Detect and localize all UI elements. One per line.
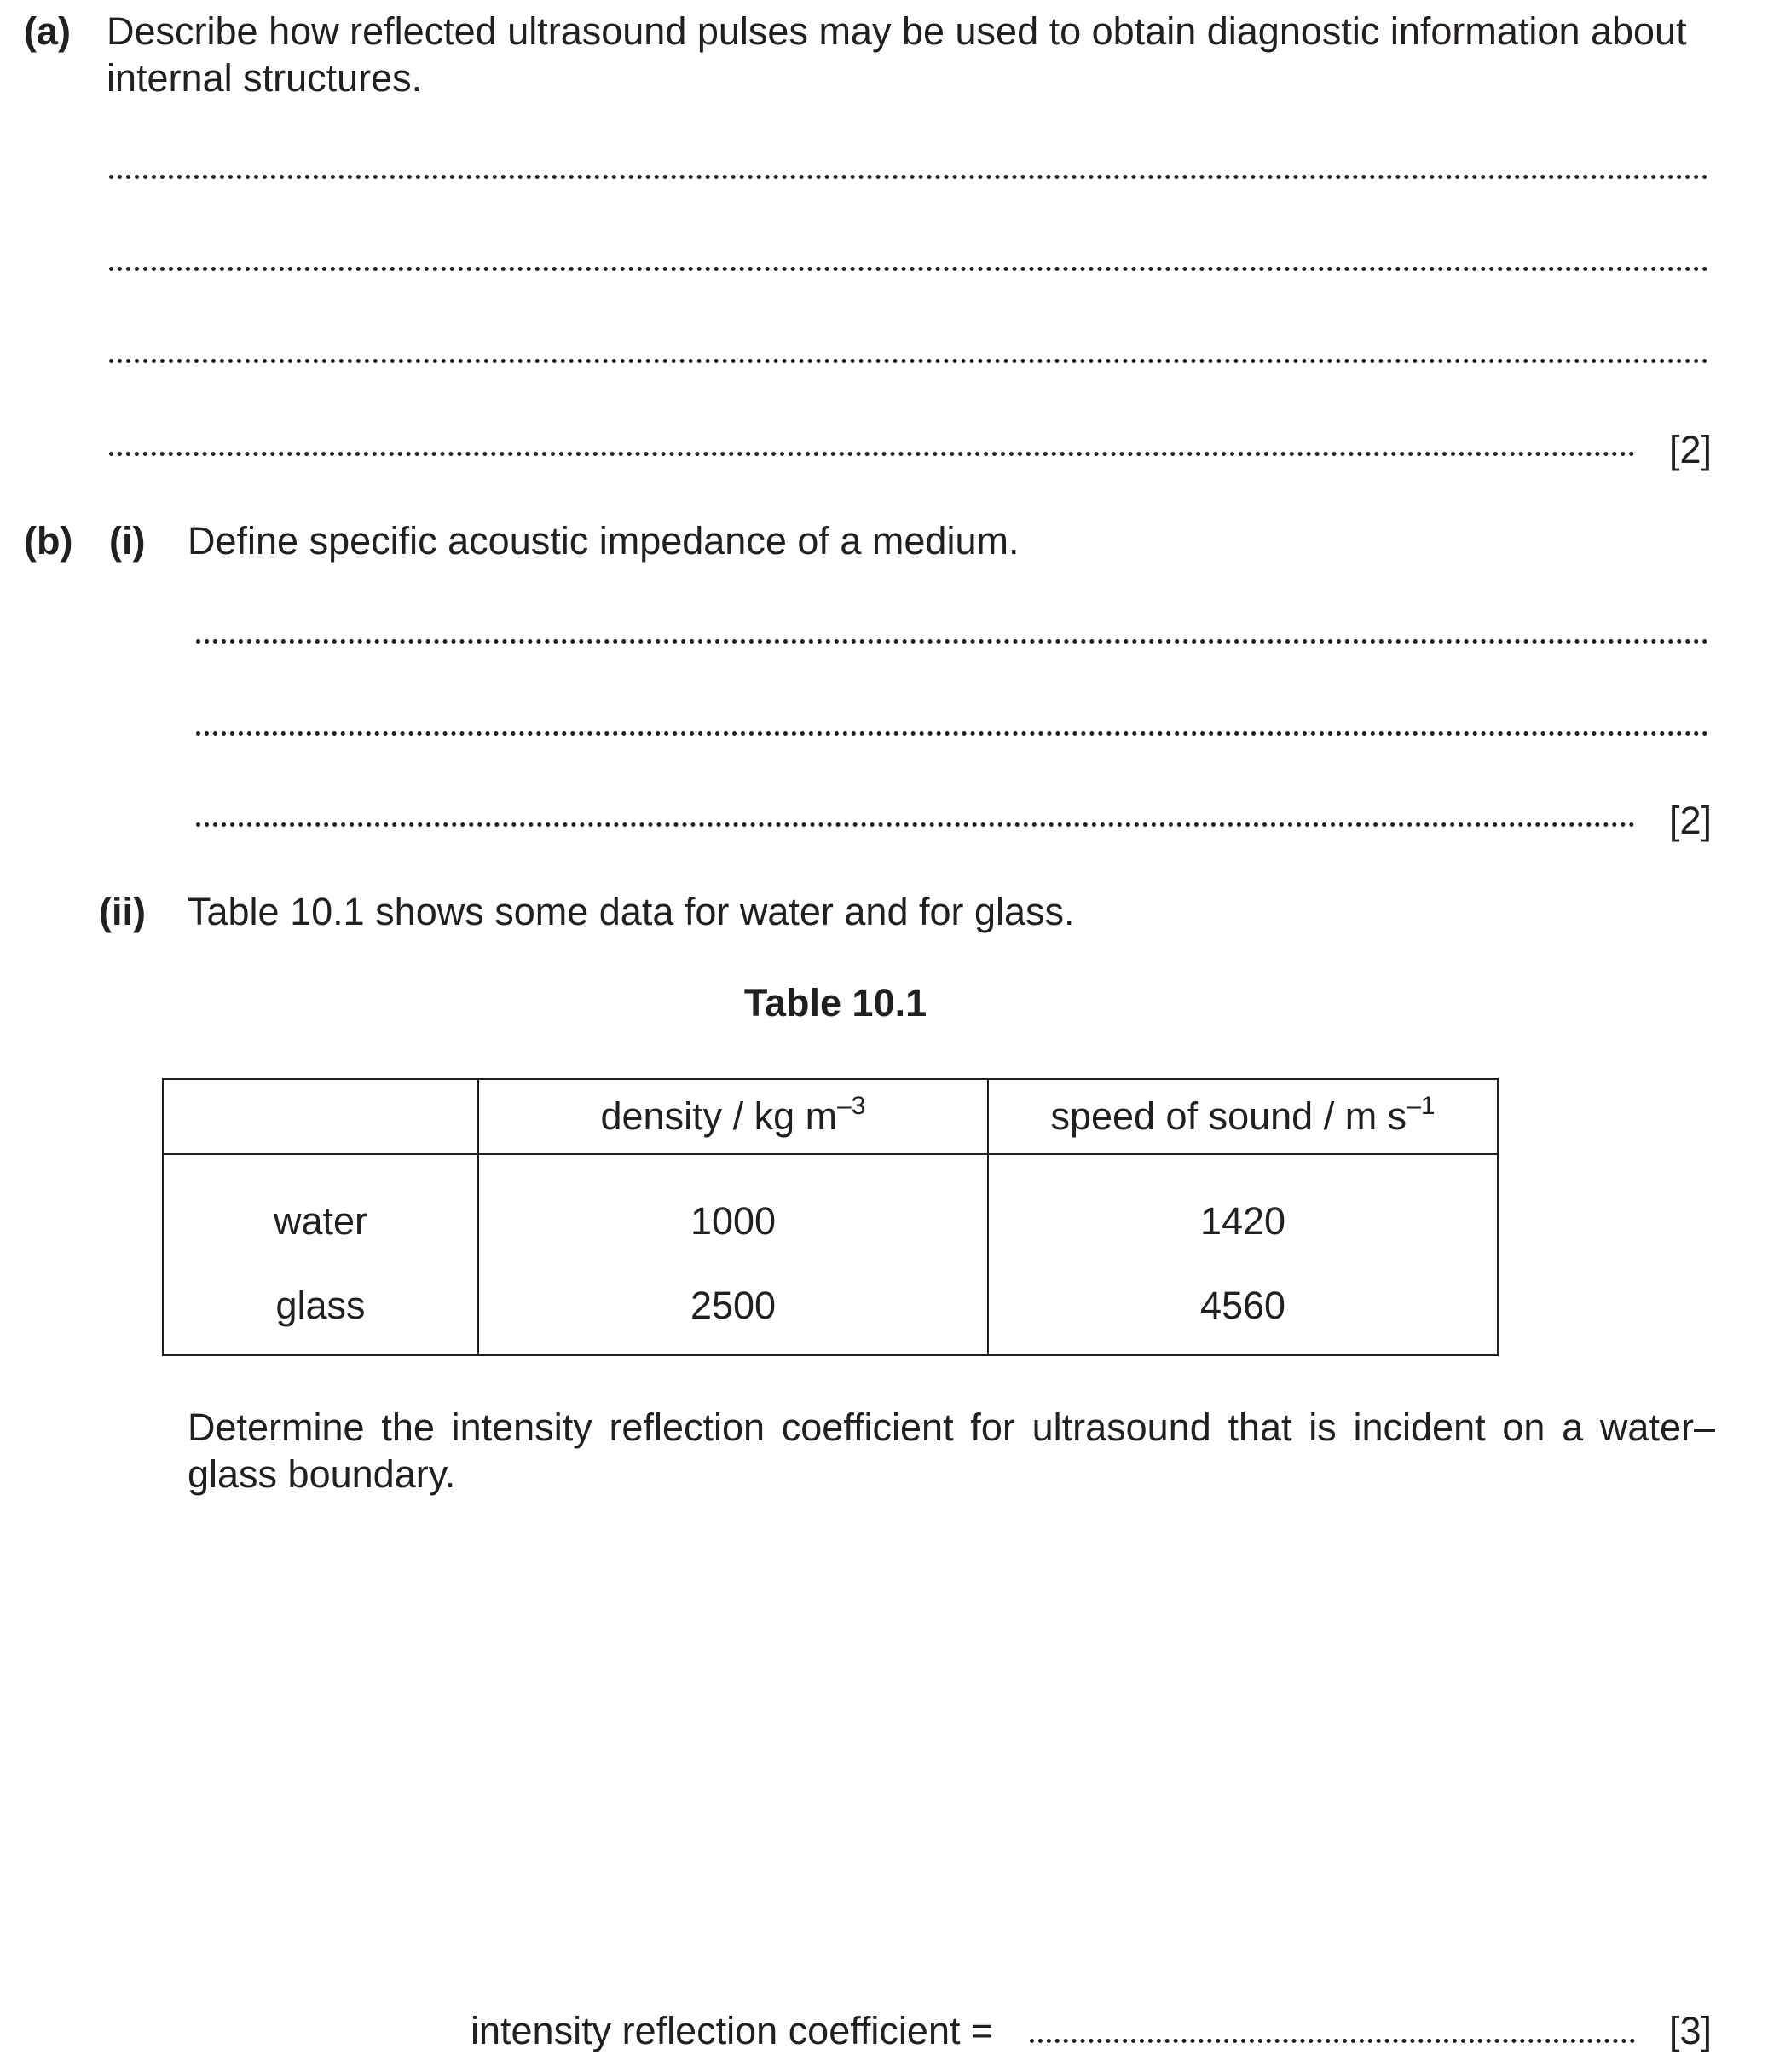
table-title: Table 10.1: [743, 981, 927, 1024]
answer-line-b-i-2[interactable]: [196, 731, 1708, 736]
answer-line-b-ii[interactable]: [1030, 2039, 1635, 2043]
table-row: [163, 1278, 1498, 1355]
part-a-marks: [2]: [1669, 428, 1713, 471]
data-table: [162, 1078, 1499, 1356]
table-cell-speed: 4560: [988, 1278, 1498, 1355]
table-header-row: [163, 1079, 1498, 1154]
table-header-blank: [163, 1079, 478, 1154]
answer-line-a-1[interactable]: [109, 175, 1708, 179]
answer-line-a-2[interactable]: [109, 267, 1708, 271]
part-b-ii-marks: [3]: [1669, 2009, 1713, 2052]
table-cell-density: 1000: [478, 1154, 988, 1278]
answer-line-b-i-3[interactable]: [196, 822, 1635, 827]
part-b-ii-label: (ii): [99, 890, 146, 933]
table-header-speed: speed of sound / m $s^{-1}$: [988, 1079, 1498, 1154]
table-cell-material: glass: [163, 1278, 478, 1355]
part-b-label: (b): [24, 519, 73, 563]
answer-line-a-3[interactable]: [109, 359, 1708, 363]
table-cell-material: water: [163, 1154, 478, 1278]
part-b-i-marks: [2]: [1669, 799, 1713, 842]
answer-line-b-i-1[interactable]: [196, 639, 1708, 644]
table-cell-speed: 1420: [988, 1154, 1498, 1278]
table-header-density: density / kg $m^{-3}$: [478, 1079, 988, 1154]
part-a-label: (a): [24, 9, 71, 53]
table-row: [163, 1154, 1498, 1278]
part-b-i-label: (i): [109, 519, 146, 563]
table-cell-density: 2500: [478, 1278, 988, 1355]
answer-label: intensity reflection coefficient =: [471, 2009, 994, 2052]
answer-line-a-4[interactable]: [109, 452, 1635, 456]
part-b-ii-intro: Table 10.1 shows some data for water and for glass.: [188, 890, 1075, 933]
part-a-question: Describe how reflected ultrasound pulses may be used to obtain diagnostic information about internal structures.: [107, 9, 1687, 100]
part-b-ii-instruction: Determine the intensity reflection coefficient for ultrasound that is incident on a water–glass boundary.: [188, 1405, 1715, 1496]
part-b-i-question: Define specific acoustic impedance of a medium.: [188, 519, 1020, 563]
